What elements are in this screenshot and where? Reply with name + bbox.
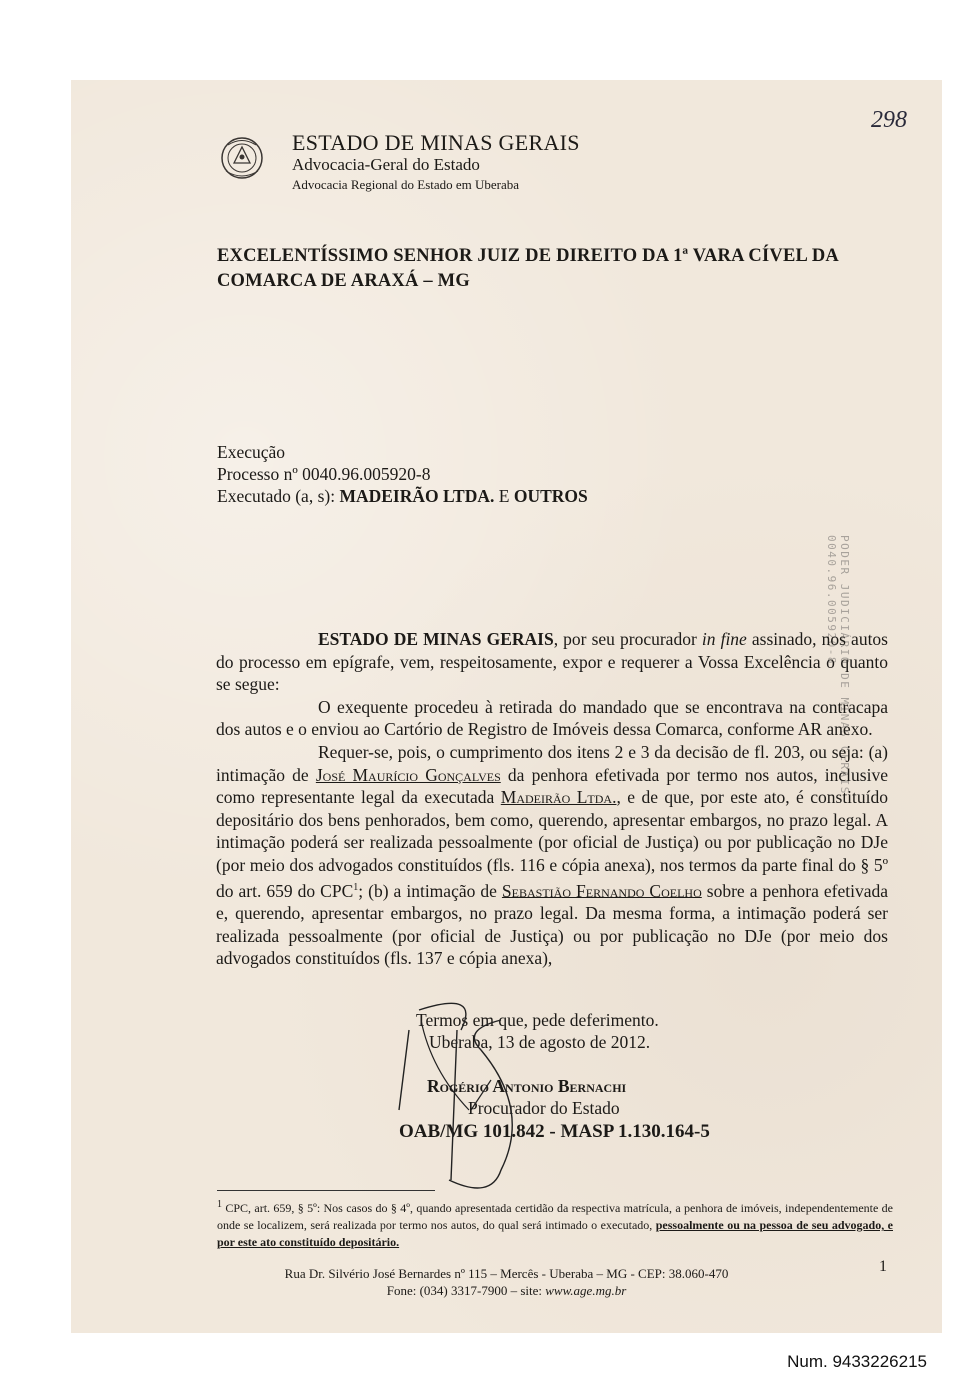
company-name: Madeirão Ltda. [500,787,617,808]
process-number: Processo nº 0040.96.005920-8 [217,464,431,484]
handwritten-signature [391,990,571,1210]
signatory-registration: OAB/MG 101.842 - MASP 1.130.164-5 [399,1121,710,1142]
side-stamp: PODER JUDICIÁRIO DE MINAS GERAIS 0040.96.005920-8 [825,535,851,795]
footer-address: Rua Dr. Silvério José Bernardes nº 115 – Mercês - Uberaba – MG - CEP: 38.060-470 [284,1266,729,1281]
address-line-1: EXCELENTÍSSIMO SENHOR JUIZ DE DIREITO DA 1ª VARA CÍVEL DA [217,246,839,266]
executed-name: MADEIRÃO LTDA. [339,486,495,506]
executed-others: OUTROS [513,486,588,506]
footnote-separator [217,1190,435,1191]
signatory-role: Procurador do Estado [468,1098,620,1118]
closing-terms: Termos em que, pede deferimento. [416,1010,659,1030]
page-number: 1 [879,1258,887,1275]
executed-conjunction: E [494,486,514,506]
paragraph-facts: O exequente procedeu à retirada do mandado que se encontrava na contracapa dos autos e o enviou ao Cartório de Registro de Imóveis dessa Comarca, conforme AR anexo. [216,696,888,740]
executed-party [217,486,588,507]
header-subtitle: Advocacia-Geral do Estado [292,155,480,174]
footer-site: www.age.mg.br [545,1283,627,1298]
case-type: Execução [217,442,286,462]
header-title: ESTADO DE MINAS GERAIS [292,130,580,155]
place-and-date: Uberaba, 13 de agosto de 2012. [429,1032,651,1052]
header-subtitle-regional: Advocacia Regional do Estado em Uberaba [292,177,520,192]
party-name-1: José Maurício Gonçalves [315,764,501,785]
petitioner-name: ESTADO DE MINAS GERAIS [318,629,554,649]
handwritten-page-number: 298 [871,107,907,133]
coat-of-arms-icon [218,133,266,183]
party-name-2: Sebastião Fernando Coelho [501,880,702,901]
footnote-marker: 1 [217,1199,222,1210]
footnote-reference: 1 [353,881,359,893]
paragraph-intro: ESTADO DE MINAS GERAIS, por seu procurador in fine assinado, nos autos do processo em epígrafe, vem, respeitosamente, expor e requerer a Vossa Excelência o quanto se segue: [216,629,888,695]
petition-body [216,628,888,970]
footer-contact [71,1283,942,1299]
address-line-2: COMARCA DE ARAXÁ – MG [217,271,470,291]
footnote-emphasis: pessoalmente ou na pessoa de seu advogado, e por este ato constituído depositário. [217,1218,893,1249]
footer-phone: Fone: (034) 3317-7900 – site: [386,1283,546,1298]
scanned-page [71,80,942,1333]
signatory-name: Rogério Antonio Bernachi [427,1076,627,1096]
footnote [217,1196,893,1251]
document-id-label: Num. 9433226215 [787,1352,927,1371]
footnote-text: CPC, art. 659, § 5º: Nos casos do § 4º, quando apresentada certidão da respectiva matrícula, a penhora de imóveis, independentemente de onde se localizem, será realizada por termo nos autos, do qual será intimado o executado, [217,1201,893,1232]
paragraph-request: Requer-se, pois, o cumprimento dos itens 2 e 3 da decisão de fl. 203, ou seja: (a) intimação de José Maurício Gonçalves da penhora efetivada por termo nos autos, inclusive como representante legal da executada Madeirão Ltda., e de que, por este ato, é constituído depositário dos bens penhorados, bem como, querendo, apresentar embargos, no prazo legal. A intimação poderá ser realizada pessoalmente (por oficial de Justiça) ou por publicação no DJe (por meio dos advogados constituídos (fls. 116 e cópia anexa), nos termos da parte final do § 5º do art. 659 do CPC$^1$; (b) a intimação de Sebastião Fernando Coelho sobre a penhora efetivada e, querendo, apresentar embargos, no prazo legal. Da mesma forma, a intimação poderá ser realizada pessoalmente (por oficial de Justiça) ou por publicação no DJe (por meio dos advogados constituídos (fls. 137 e cópia anexa), [216,741,889,969]
executed-label: Executado (a, s): [217,486,340,506]
